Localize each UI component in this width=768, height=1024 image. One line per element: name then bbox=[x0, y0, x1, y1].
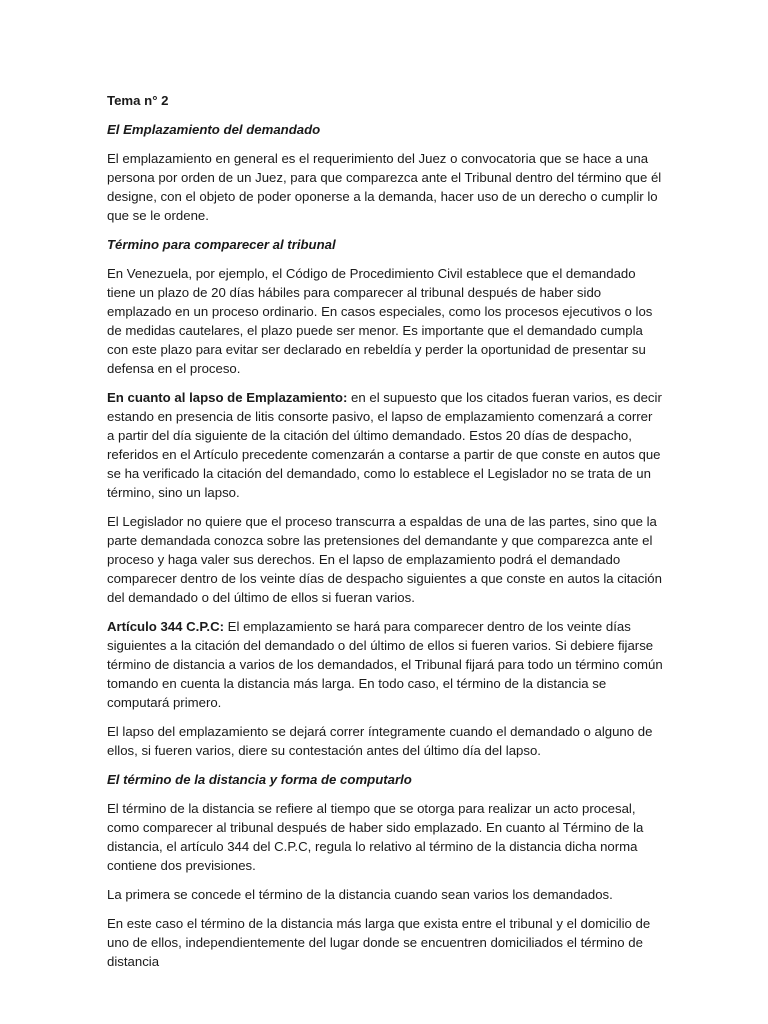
lapso-integro-paragraph: El lapso del emplazamiento se dejará correr íntegramente cuando el demandado o alguno de ellos, si fueren varios, diere su contestación antes del último día del lapso. bbox=[107, 724, 653, 758]
legislador-paragraph: El Legislador no quiere que el proceso transcurra a espaldas de una de las partes, sino que la parte demandada conozca sobre las pretensiones del demandante y que comparezca ante el proceso y haga valer sus derechos. En el lapso de emplazamiento podrá el demandado comparecer dentro de los veinte días de despacho siguientes a que conste en autos la citación del demandado o del último de ellos si fueran varios. bbox=[107, 514, 662, 605]
document-title: El Emplazamiento del demandado bbox=[107, 122, 321, 137]
venezuela-paragraph: En Venezuela, por ejemplo, el Código de Procedimiento Civil establece que el demandado tiene un plazo de 20 días hábiles para comparecer al tribunal después de haber sido emplazado en un proceso ordinario. En casos especiales, como los procesos ejecutivos o los de medidas cautelares, el plazo puede ser menor. Es importante que el demandado cumpla con este plazo para evitar ser declarado en rebeldía y perder la oportunidad de presentar su defensa en el proceso. bbox=[107, 266, 653, 376]
topic-heading: Tema n° 2 bbox=[107, 93, 169, 108]
lapso-text: en el supuesto que los citados fueran varios, es decir estando en presencia de litis consorte pasivo, el lapso de emplazamiento comenzará a correr a partir del día siguiente de la citación del último demandado. Estos 20 días de despacho, referidos en el Artículo precedente comenzarán a contarse a partir de que conste en autos que se ha verificado la citación del demandado, como lo establece el Legislador no se trata de un término, sino un lapso. bbox=[107, 390, 662, 500]
lapso-paragraph bbox=[107, 388, 663, 502]
distancia-paragraph-1: El término de la distancia se refiere al tiempo que se otorga para realizar un acto procesal, como comparecer al tribunal después de haber sido emplazado. En cuanto al Término de la distancia, el artículo 344 del C.P.C, regula lo relativo al término de la distancia dicha norma contiene dos previsiones. bbox=[107, 801, 644, 873]
articulo-lead: Artículo 344 C.P.C: bbox=[107, 619, 225, 634]
section-title-distancia: El término de la distancia y forma de computarlo bbox=[107, 772, 412, 787]
articulo-paragraph bbox=[107, 617, 663, 712]
lapso-lead: En cuanto al lapso de Emplazamiento: bbox=[107, 390, 348, 405]
intro-paragraph: El emplazamiento en general es el requerimiento del Juez o convocatoria que se hace a una persona por orden de un Juez, para que comparezca ante el Tribunal dentro del término que él designe, con el objeto de poder oponerse a la demanda, hacer uso de un derecho o cumplir lo que se le ordene. bbox=[107, 151, 662, 223]
document-page bbox=[107, 91, 663, 981]
section-title-termino: Término para comparecer al tribunal bbox=[107, 237, 336, 252]
distancia-paragraph-3: En este caso el término de la distancia más larga que exista entre el tribunal y el domicilio de uno de ellos, independientemente del lugar donde se encuentren domiciliados el término de distancia bbox=[107, 916, 651, 969]
distancia-paragraph-2: La primera se concede el término de la distancia cuando sean varios los demandados. bbox=[107, 887, 613, 902]
articulo-text: El emplazamiento se hará para comparecer dentro de los veinte días siguientes a la citación del demandado o del último de ellos si fueren varios. Si debiere fijarse término de distancia a varios de los demandados, el Tribunal fijará para todo un término común tomando en cuenta la distancia más larga. En todo caso, el término de la distancia se computará primero. bbox=[107, 619, 663, 710]
